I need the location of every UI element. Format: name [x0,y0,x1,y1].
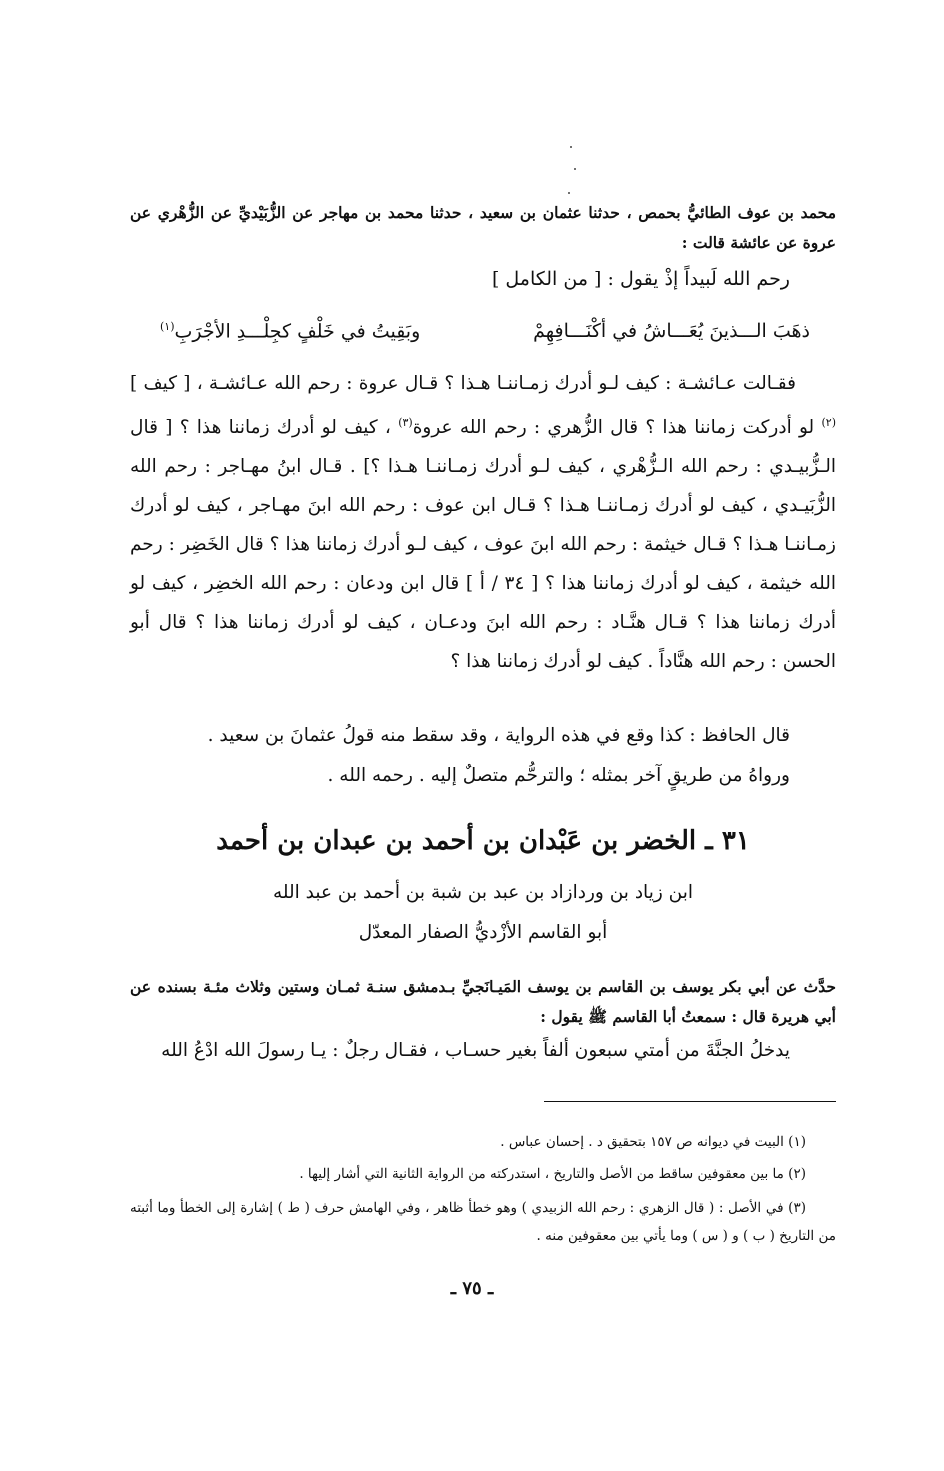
footnote-ref-1: (١) [160,320,175,333]
footnote-2: (٢) ما بين معقوفين ساقط من الأصل والتاريخ ، استدركته من الرواية الثانية التي أشار إليها . [299,1166,806,1182]
isnad-top: محمد بن عوف الطائيُّ بحمص ، حدثنا عثمان بن سعيد ، حدثنا محمد بن مهاجر عن الزُّبَيْديِّ عن الزُّهْري عن عروة عن عائشة قالت : [130,203,836,252]
hadith-text: يدخلُ الجنَّةَ من أمتي سبعون ألفاً بغير حسـاب ، فقـال رجلٌ : يـا رسولَ الله ادْعُ الله [161,1040,790,1061]
verse-first-hemistich: ذهَبَ الـــذينَ يُعَـــاشُ في أكْنَـــافِهِمْ [533,320,810,342]
footnote-3: (٣) في الأصل : ( قال الزهري : رحم الله الزبيدي ) وهو خطأ ظاهر ، وفي الهامش حرف ( ط ) إشارة إلى الخطأ وما أثبته من التاريخ ( ب ) و ( س ) وما يأتي بين معقوفين منه . [130,1200,836,1244]
main-paragraph [130,364,836,681]
poem-verse [160,320,810,342]
hafiz-note-line1: قال الحافظ : كذا وقع في هذه الرواية ، وقد سقط منه قولُ عثمانَ بن سعيد . [207,725,790,746]
footnote-ref-3: (٣) [398,416,413,429]
verse-second-hemistich-wrap [160,320,420,342]
footnote-1: (١) البيت في ديوانه ص ١٥٧ بتحقيق د . إحسان عباس . [500,1134,806,1150]
main-text-part3: ، كيف لو أدرك زماننا هذا ؟ [ قال الـزُّبيـدي : رحم الله الـزُّهْري ، كيف لـو أدرك زمـاننـا هـذا ؟] . قـال ابنُ مهـاجر : رحم الله الزُّبَيـدي ، كيف لو أدرك زمـاننـا هـذا ؟ قـال ابن عوف : رحم الله ابنَ مهـاجر ، كيف لو أدرك زمـاننـا هـذا ؟ قـال خيثمة : رحم الله ابنَ عوف ، كيف لـو أدرك زماننا هذا ؟ قال الخَضِر : رحم الله خيثمة ، كيف لو أدرك زماننا هذا ؟ [ ٣٤ / أ ] قال ابن ودعان : رحم الله الخضِر ، كيف لو أدرك زماننا هذا ؟ قـال هنَّـاد : رحم الله ابنَ ودعـان ، كيف لو أدرك زماننا هذا ؟ قال أبو الحسن : رحم الله هنَّاداً . كيف لو أدرك زماننا هذا ؟ [130,417,836,673]
main-text-part2: لو أدركت زماننا هذا ؟ قال الزُّهري : رحم الله عروة [412,417,822,439]
poem-intro: رحم الله لَبيداً إذْ يقول : [ من الكامل ] [491,268,790,290]
hafiz-note-line2: ورواهُ من طريقٍ آخر بمثله ؛ والترحُّم متصلٌ إليه . رحمه الله . [327,765,790,786]
page-number: ـ ٧٥ ـ [450,1278,494,1299]
footnote-divider [544,1101,836,1102]
main-text-part1: فقـالت عـائشـة : كيف لـو أدرك زمـاننـا هـذا ؟ قـال عروة : رحم الله عـائشـة ، [ كيف ] [130,373,796,394]
isnad-bottom: حدَّث عن أبي بكر يوسف بن القاسم بن يوسف المَيـانَجيِّ بـدمشق سنـة ثمـان وستين وثلاث مئـة بسنده عن أبي هريرة قال : سمعتُ أبا القاسم ﷺ يقول : [130,977,836,1026]
entry-heading: ٣١ ـ الخضر بن عَبْدان بن أحمد بن عبدان بن أحمد [216,826,750,856]
footnote-ref-2: (٢) [821,416,836,429]
page-specks [566,140,586,200]
entry-subheading-kunya: أبو القاسم الأزْديُّ الصفار المعدّل [358,922,608,943]
verse-second-hemistich: وبَقِيتُ في خَلْفٍ كجِلْـــدِ الأجْرَبِ [174,320,421,343]
entry-subheading-lineage: ابن زياد بن وردازاد بن عبد بن شبة بن أحمد بن عبد الله [272,882,694,903]
hafiz-note [130,716,836,796]
